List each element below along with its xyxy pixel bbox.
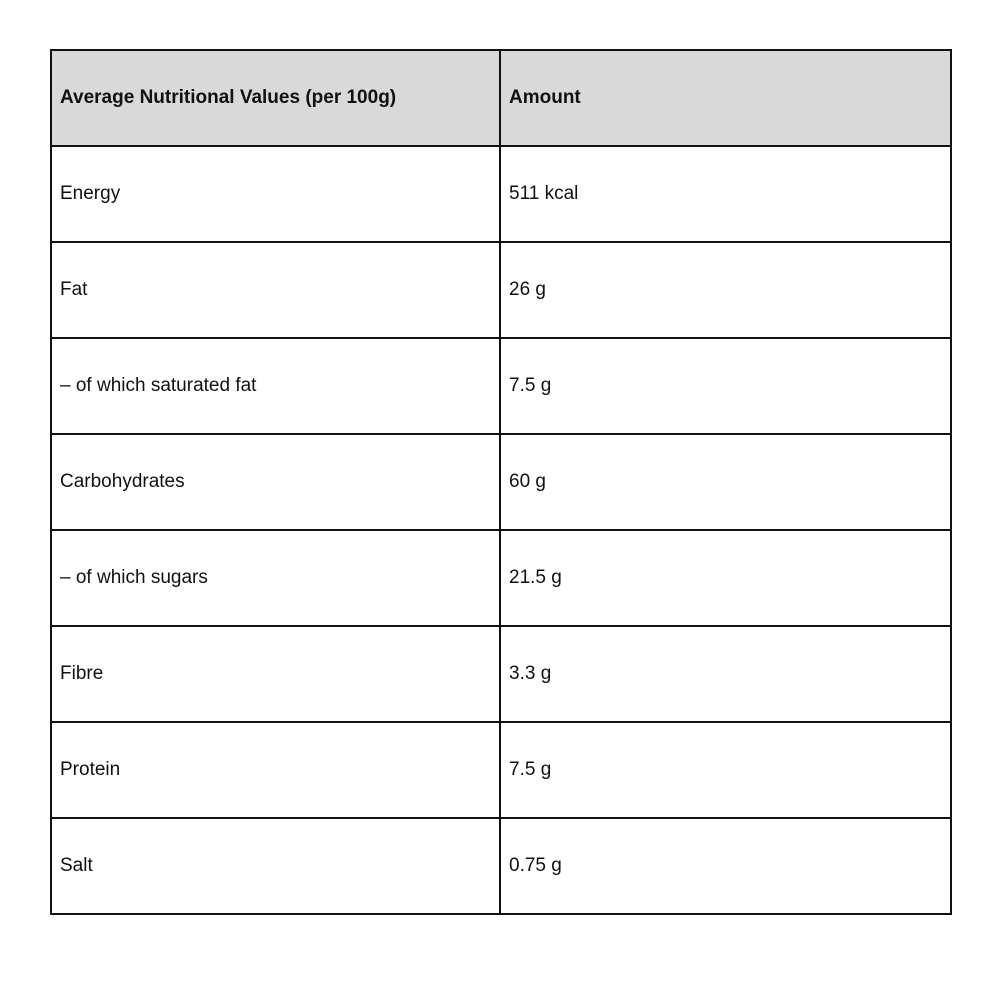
nutrient-cell: Fat — [51, 242, 500, 338]
table-row — [51, 626, 951, 722]
table-row — [51, 818, 951, 914]
amount-cell: 21.5 g — [500, 530, 951, 626]
table-row — [51, 530, 951, 626]
table-row — [51, 722, 951, 818]
amount-cell: 7.5 g — [500, 338, 951, 434]
nutrient-cell: – of which saturated fat — [51, 338, 500, 434]
header-amount: Amount — [500, 50, 951, 146]
nutrition-table — [50, 49, 952, 915]
amount-cell: 7.5 g — [500, 722, 951, 818]
nutrient-cell: Fibre — [51, 626, 500, 722]
table-row — [51, 434, 951, 530]
nutrient-cell: Carbohydrates — [51, 434, 500, 530]
amount-cell: 60 g — [500, 434, 951, 530]
nutrient-cell: Energy — [51, 146, 500, 242]
amount-cell: 511 kcal — [500, 146, 951, 242]
amount-cell: 0.75 g — [500, 818, 951, 914]
nutrient-cell: Protein — [51, 722, 500, 818]
table-row — [51, 338, 951, 434]
nutrient-cell: Salt — [51, 818, 500, 914]
nutrient-cell: – of which sugars — [51, 530, 500, 626]
table-row — [51, 242, 951, 338]
table-row — [51, 146, 951, 242]
amount-cell: 26 g — [500, 242, 951, 338]
amount-cell: 3.3 g — [500, 626, 951, 722]
table-header-row — [51, 50, 951, 146]
header-nutrient: Average Nutritional Values (per 100g) — [51, 50, 500, 146]
